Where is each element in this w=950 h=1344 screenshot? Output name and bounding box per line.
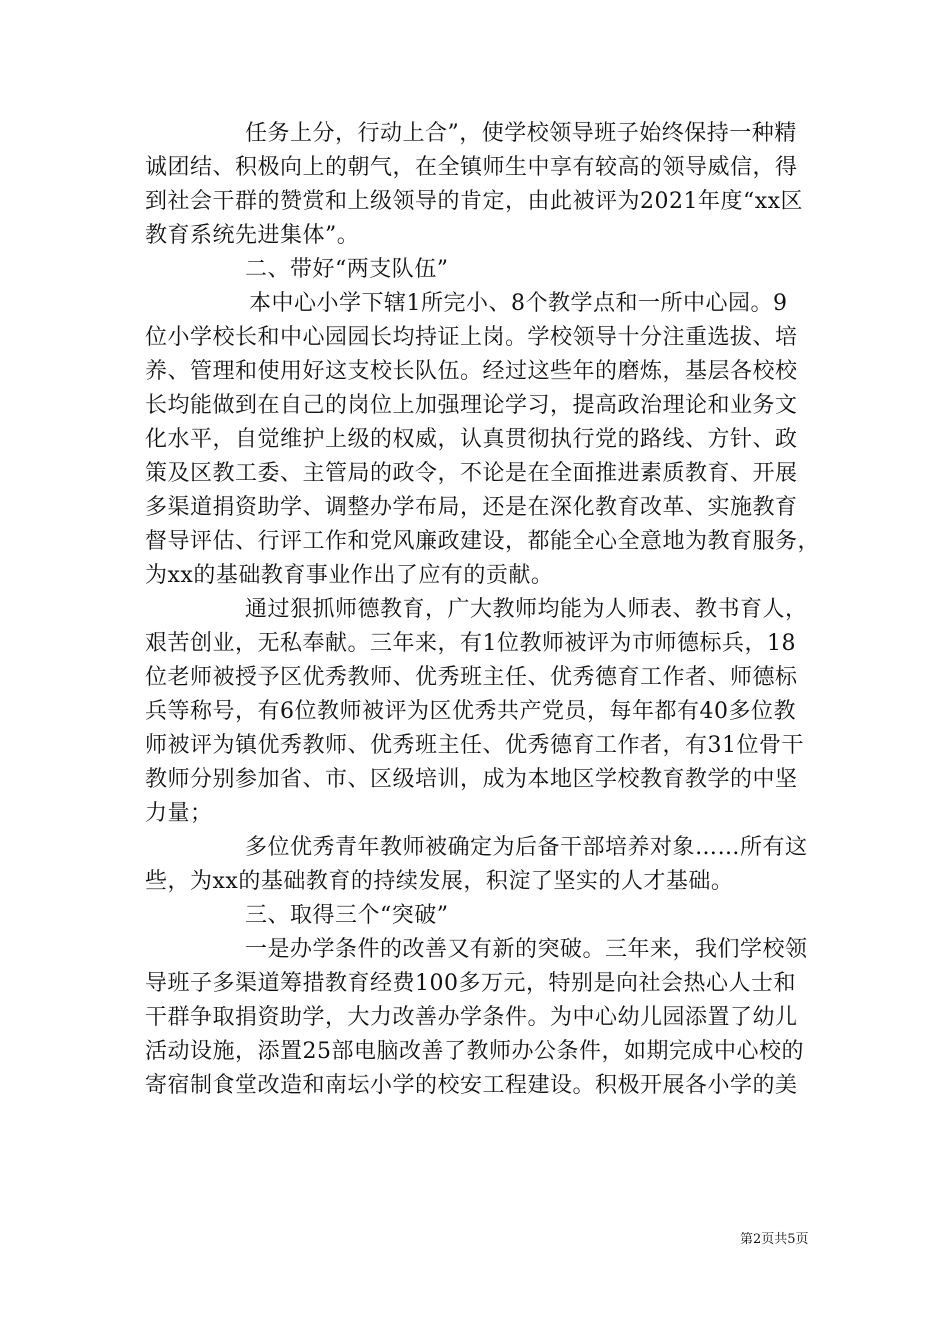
- text-line: 兵等称号，有6位教师被评为区优秀共产党员，每年都有40多位教: [145, 699, 796, 724]
- text-line: 到社会干群的赞赏和上级领导的肯定，由此被评为2021年度“xx区: [145, 189, 804, 214]
- text-line: 寄宿制食堂改造和南坛小学的校安工程建设。积极开展各小学的美: [145, 1073, 798, 1098]
- text-line: 位小学校长和中心园园长均持证上岗。学校领导十分注重选拔、培: [145, 325, 798, 350]
- text-line: 通过狠抓师德教育，广大教师均能为人师表、教书育人，: [245, 597, 808, 622]
- text-line: 教育系统先进集体”。: [145, 223, 360, 248]
- section-heading: 二、带好“两支队伍”: [245, 257, 449, 282]
- text-line: 力量；: [145, 801, 213, 826]
- text-line: 本中心小学下辖1所完小、8个教学点和一所中心园。9: [249, 291, 788, 316]
- text-line: 督导评估、行评工作和党风廉政建设，都能全心全意地为教育服务，: [145, 529, 821, 554]
- text-line: 多位优秀青年教师被确定为后备干部培养对象……所有这: [245, 835, 808, 860]
- text-line: 任务上分，行动上合”，使学校领导班子始终保持一种精: [245, 121, 797, 146]
- text-line: 多渠道捐资助学、调整办学布局，还是在深化教育改革、实施教育: [145, 495, 798, 520]
- text-line: 为xx的基础教育事业作出了应有的贡献。: [145, 563, 554, 588]
- text-line: 些，为xx的基础教育的持续发展，积淀了坚实的人才基础。: [145, 869, 734, 894]
- text-line: 一是办学条件的改善又有新的突破。三年来，我们学校领: [245, 937, 808, 962]
- page-number: 第2页共5页: [740, 1232, 809, 1247]
- text-line: 养、管理和使用好这支校长队伍。经过这些年的磨炼，基层各校校: [145, 359, 798, 384]
- text-line: 艰苦创业，无私奉献。三年来，有1位教师被评为市师德标兵，18: [145, 631, 796, 656]
- text-line: 师被评为镇优秀教师、优秀班主任、优秀德育工作者，有31位骨干: [145, 733, 804, 758]
- document-body: [145, 117, 821, 1103]
- text-line: 诚团结、积极向上的朝气，在全镇师生中享有较高的领导威信，得: [145, 155, 798, 180]
- text-line: 教师分别参加省、市、区级培训，成为本地区学校教育教学的中坚: [145, 767, 798, 792]
- text-line: 导班子多渠道筹措教育经费100多万元，特别是向社会热心人士和: [145, 971, 796, 996]
- text-line: 位老师被授予区优秀教师、优秀班主任、优秀德育工作者、师德标: [145, 665, 798, 690]
- text-line: 活动设施，添置25部电脑改善了教师办公条件，如期完成中心校的: [145, 1039, 804, 1064]
- section-heading: 三、取得三个“突破”: [245, 903, 449, 928]
- text-line: 化水平，自觉维护上级的权威，认真贯彻执行党的路线、方针、政: [145, 427, 798, 452]
- text-line: 策及区教工委、主管局的政令，不论是在全面推进素质教育、开展: [145, 461, 798, 486]
- text-line: 干群争取捐资助学，大力改善办学条件。为中心幼儿园添置了幼儿: [145, 1005, 798, 1030]
- text-line: 长均能做到在自己的岗位上加强理论学习，提高政治理论和业务文: [145, 393, 798, 418]
